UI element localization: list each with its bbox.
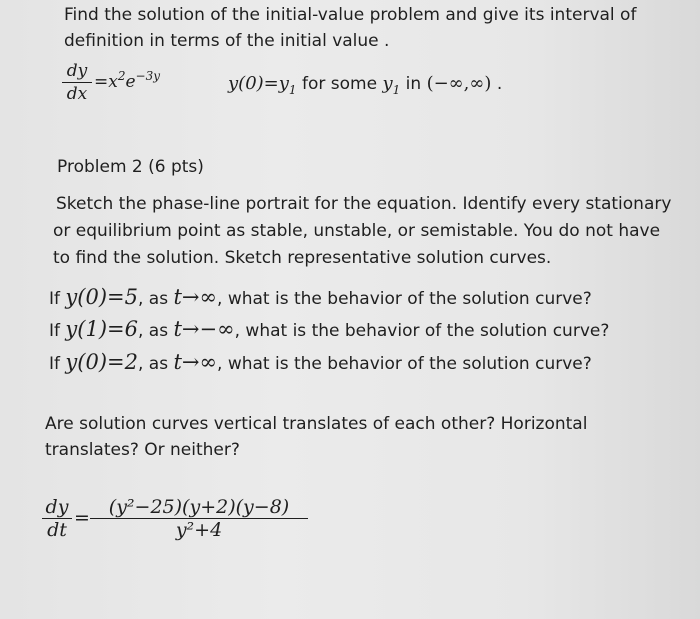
p2-eq-right-denominator: y²+4 — [175, 519, 223, 541]
p2-heading: Problem 2 (6 pts) — [57, 157, 204, 177]
p2-question-c: If y(0)=2, as t→∞, what is the behavior of the solution curve? — [49, 350, 592, 374]
q1-initial-condition: $y(0)=y_1$ for some $y_1$ in (−∞,∞) . — [228, 73, 503, 97]
p2-eq-right-numerator: (y²−25)(y+2)(y−8) — [108, 496, 290, 518]
p2-question-a: If y(0)=5, as t→∞, what is the behavior of the solution curve? — [49, 285, 592, 309]
p2-eq-right-fraction — [90, 497, 308, 540]
q1-line2: definition in terms of the initial value . — [64, 31, 390, 51]
p2-eq-left-fraction — [42, 497, 72, 540]
p2-eq-left-denominator: dt — [47, 519, 67, 541]
q1-de-rhs: $=x^2e^{-3y}$ — [94, 69, 161, 92]
p2-translates-line2: translates? Or neither? — [45, 440, 240, 460]
p2-eq-left-numerator: dy — [45, 496, 69, 518]
q1-derivative-fraction — [62, 61, 92, 104]
p2-para-line3: to find the solution. Sketch representative solution curves. — [53, 248, 552, 268]
q1-line1: Find the solution of the initial-value problem and give its interval of — [64, 5, 637, 25]
p2-question-b: If y(1)=6, as t→−∞, what is the behavior of the solution curve? — [49, 317, 610, 341]
p2-translates-line1: Are solution curves vertical translates of each other? Horizontal — [45, 414, 588, 434]
p2-para-line1: Sketch the phase-line portrait for the equation. Identify every stationary — [56, 194, 672, 214]
p2-eq-equals: = — [74, 507, 90, 529]
q1-de-denominator: dx — [66, 84, 88, 104]
q1-de-numerator: dy — [66, 61, 88, 81]
p2-para-line2: or equilibrium point as stable, unstable, or semistable. You do not have — [53, 221, 661, 241]
